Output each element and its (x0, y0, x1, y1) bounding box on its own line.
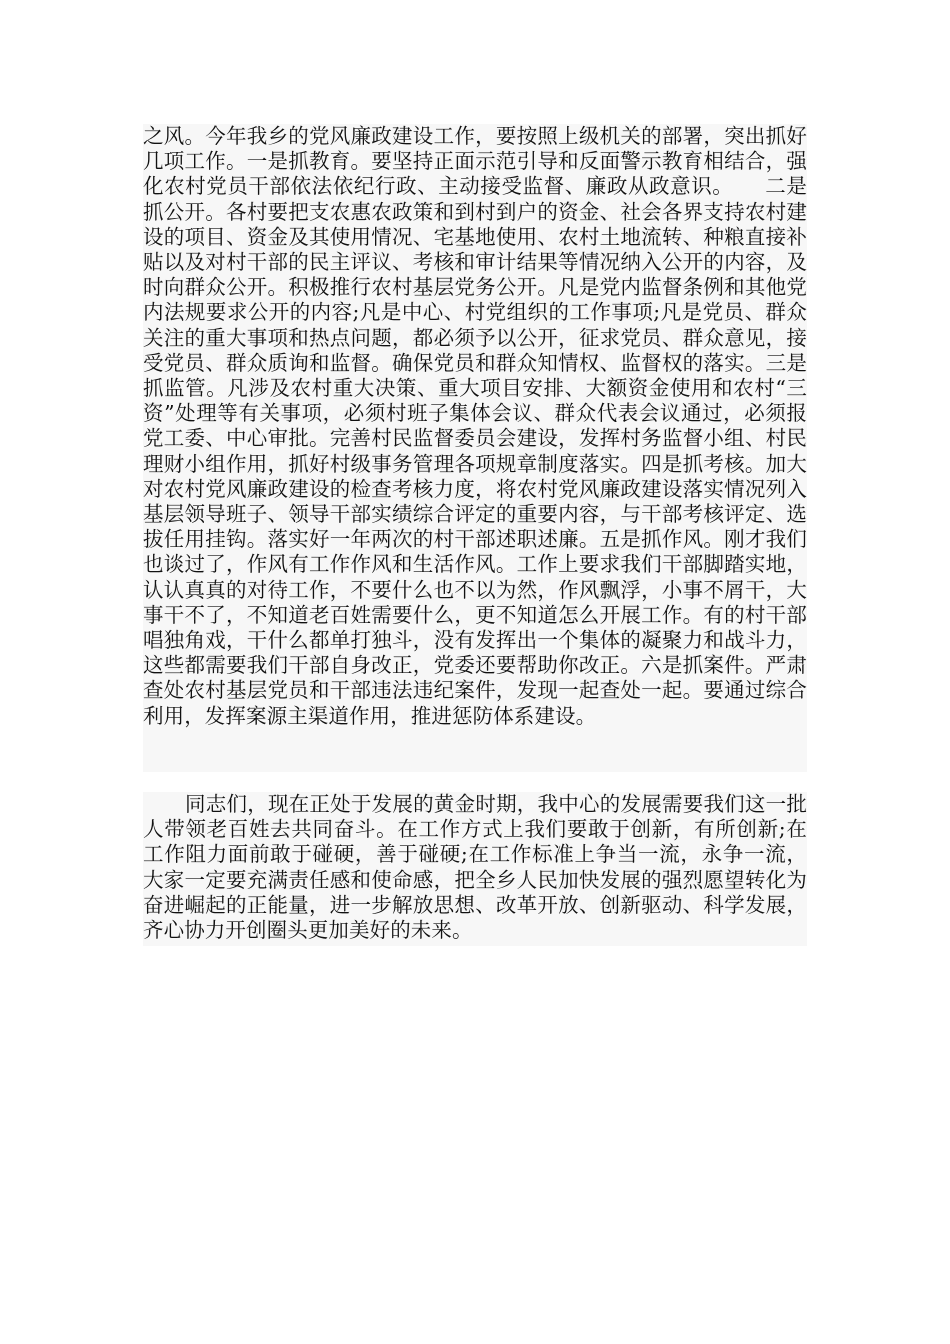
text-block-2 (143, 792, 807, 946)
body-paragraph-1: 之风。今年我乡的党风廉政建设工作，要按照上级机关的部署，突出抓好几项工作。一是抓教育。要坚持正面示范引导和反面警示教育相结合，强化农村党员干部依法依纪行政、主动接受监督、廉政从政意识。 二是抓公开。各村要把支农惠农政策和到村到户的资金、社会各界支持农村建设的项目、资金及其使用情况、宅基地使用、农村土地流转、种粮直接补贴以及对村干部的民主评议、考核和审计结果等情况纳入公开的内容，及时向群众公开。积极推行农村基层党务公开。凡是党内监督条例和其他党内法规要求公开的内容;凡是中心、村党组织的工作事项;凡是党员、群众关注的重大事项和热点问题，都必须予以公开，征求党员、群众意见，接受党员、群众质询和监督。确保党员和群众知情权、监督权的落实。三是抓监管。凡涉及农村重大决策、重大项目安排、大额资金使用和农村“三资”处理等有关事项，必须村班子集体会议、群众代表会议通过，必须报党工委、中心审批。完善村民监督委员会建设，发挥村务监督小组、村民理财小组作用，抓好村级事务管理各项规章制度落实。四是抓考核。加大对农村党风廉政建设的检查考核力度，将农村党风廉政建设落实情况列入基层领导班子、领导干部实绩综合评定的重要内容，与干部考核评定、选拔任用挂钩。落实好一年两次的村干部述职述廉。五是抓作风。刚才我们也谈过了，作风有工作作风和生活作风。工作上要求我们干部脚踏实地，认认真真的对待工作，不要什么也不以为然，作风飘浮，小事不屑干，大事干不了，不知道老百姓需要什么，更不知道怎么开展工作。有的村干部唱独角戏，干什么都单打独斗，没有发挥出一个集体的凝聚力和战斗力，这些都需要我们干部自身改正，党委还要帮助你改正。六是抓案件。严肃查处农村基层党员和干部违法违纪案件，发现一起查处一起。要通过综合利用，发挥案源主渠道作用，推进惩防体系建设。 (143, 124, 807, 728)
text-block-1 (143, 124, 807, 772)
body-paragraph-2: 同志们，现在正处于发展的黄金时期，我中心的发展需要我们这一批人带领老百姓去共同奋斗。在工作方式上我们要敢于创新，有所创新;在工作阻力面前敢于碰硬，善于碰硬;在工作标准上争当一流，永争一流，大家一定要充满责任感和使命感，把全乡人民加快发展的强烈愿望转化为奋进崛起的正能量，进一步解放思想、改革开放、创新驱动、科学发展，齐心协力开创圈头更加美好的未来。 (143, 792, 807, 943)
